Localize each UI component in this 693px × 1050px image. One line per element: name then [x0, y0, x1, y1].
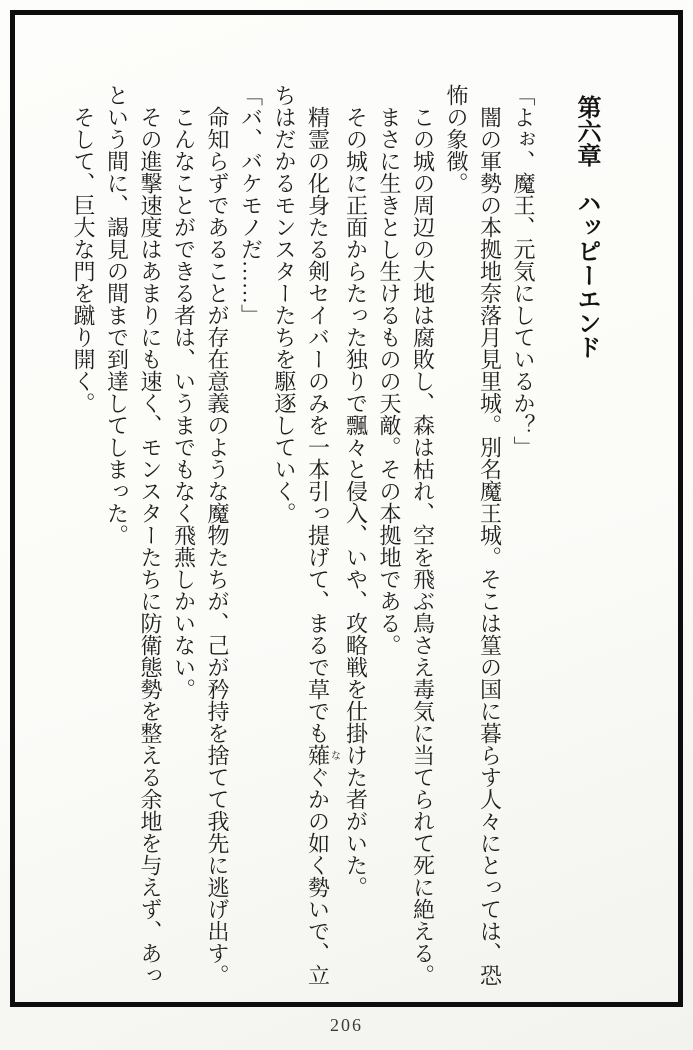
paragraph: その城に正面からたった独りで飄々と侵入、いや、攻略戦を仕掛けた者がいた。 [343, 106, 369, 898]
paragraph: 精霊の化身たる剣セイバーのみを一本引っ提げて、まるで草でも薙なぐかの如く勢いで、立ちはだかるモンスターたちを駆逐していく。 [272, 84, 340, 986]
paragraph: まさに生きとし生けるものの天敵。その本拠地である。 [377, 106, 402, 656]
paragraph: 命知らずであることが存在意義のような魔物たちが、己が矜持を捨てて我先に逃げ出す。 [205, 106, 230, 986]
page-number: 206 [330, 1015, 363, 1035]
paragraph: そして、巨大な門を蹴り開く。 [71, 106, 96, 414]
paragraph: 「バ、バケモノだ……」 [238, 84, 264, 326]
paragraph: こんなことができる者は、いうまでもなく飛燕しかいない。 [171, 106, 197, 700]
ruby-annotation: 薙な [305, 744, 340, 766]
chapter-heading: 第六章 ハッピーエンド [573, 95, 599, 359]
paragraph: その進撃速度はあまりにも速く、モンスターたちに防衛態勢を整える余地を与えず、あっという間に、謁見の間まで到達してしまった。 [104, 84, 163, 986]
text-area [67, 84, 605, 989]
paragraph: 「よぉ、魔王、元気にしているか？」 [511, 84, 536, 458]
paragraph: この城の周辺の大地は腐敗し、森は枯れ、空を飛ぶ鳥さえ毒気に当てられて死に絶える。 [410, 106, 436, 986]
paragraph: 闇の軍勢の本拠地奈落月見里城。別名魔王城。そこは篁の国に暮らす人々にとっては、恐怖の象徴。 [444, 84, 503, 986]
body-paragraphs [67, 84, 541, 989]
